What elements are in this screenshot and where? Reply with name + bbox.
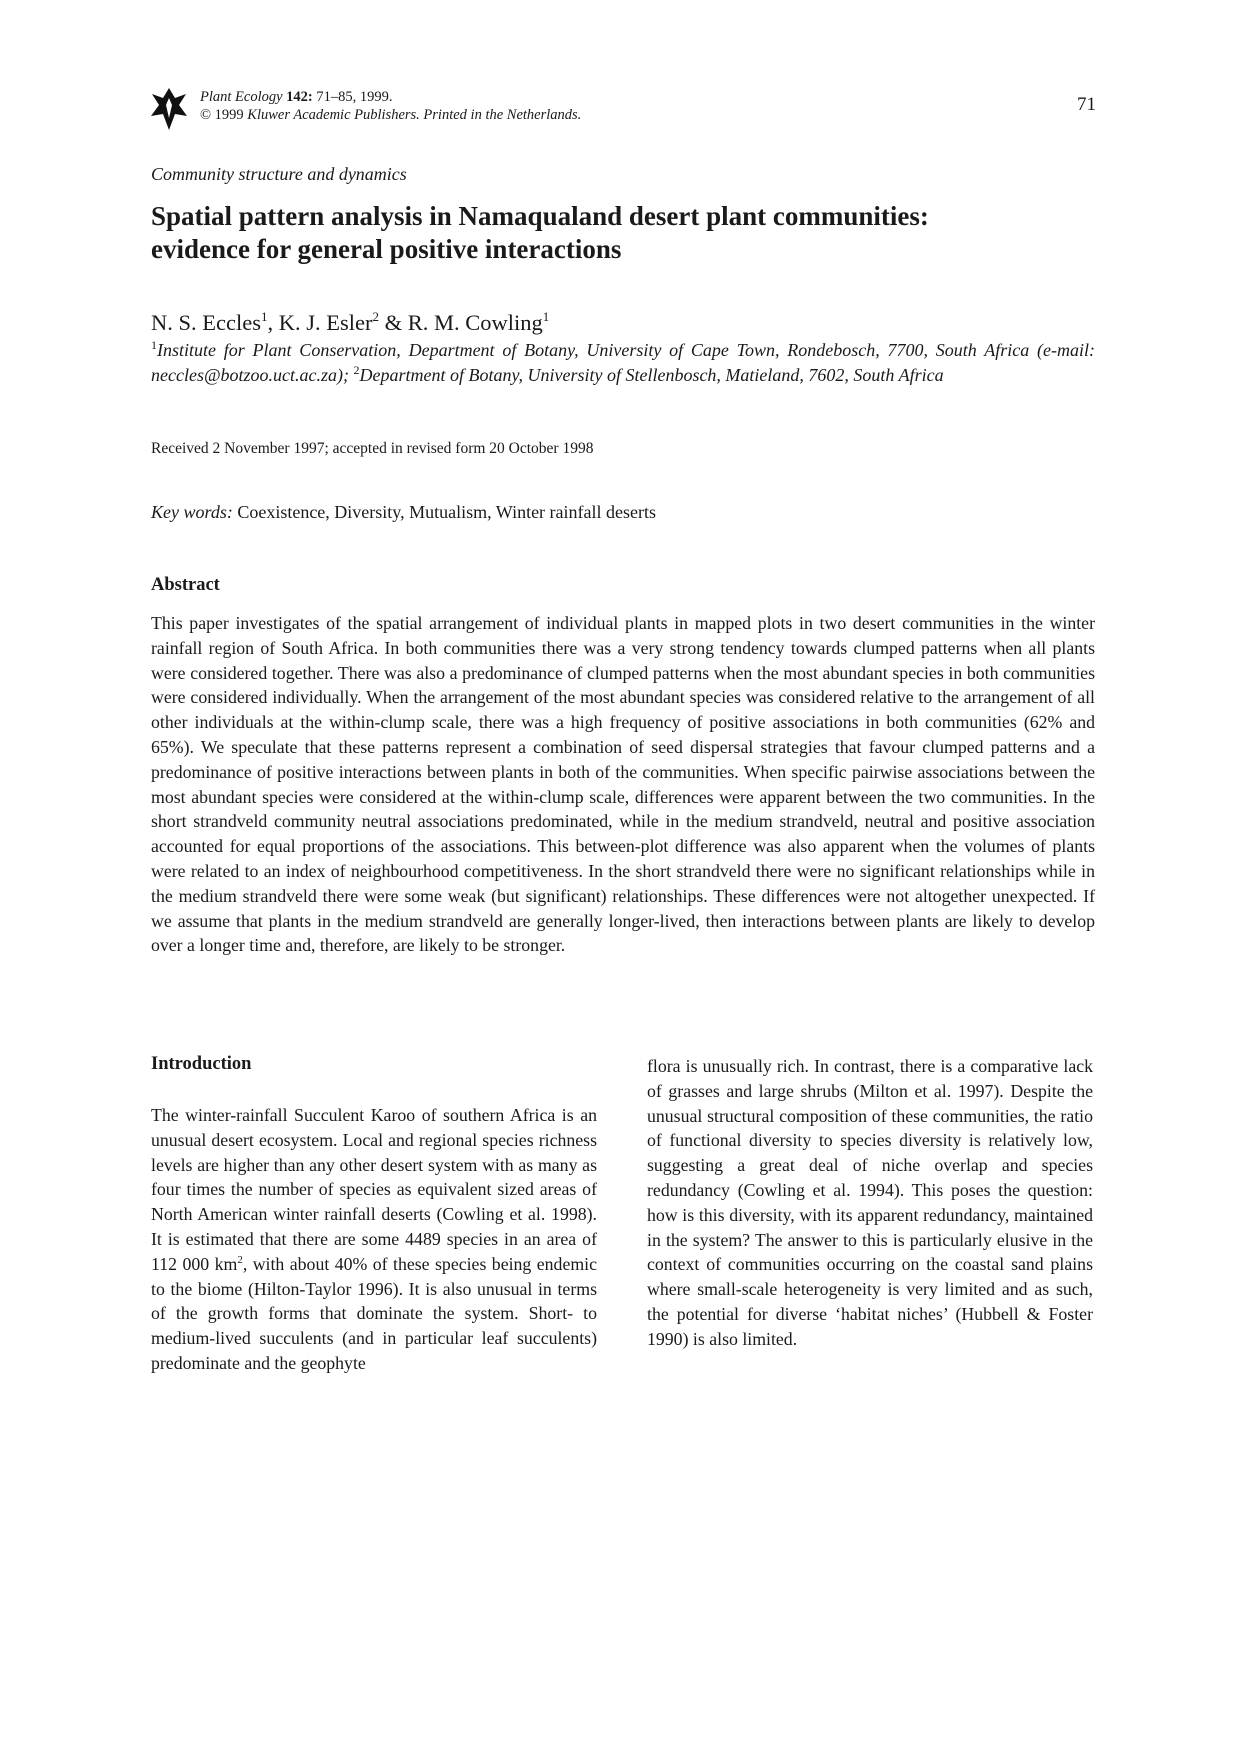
author-name: R. M. Cowling xyxy=(407,310,543,335)
journal-name: Plant Ecology xyxy=(200,89,283,105)
affiliation-mark: 1 xyxy=(151,338,157,352)
affiliation-text: Department of Botany, University of Stellenbosch, Matieland, 7602, South Africa xyxy=(359,365,944,385)
author-name: N. S. Eccles xyxy=(151,310,261,335)
introduction-heading: Introduction xyxy=(151,1054,252,1074)
author-name: K. J. Esler xyxy=(278,310,373,335)
publisher-name: Kluwer Academic Publishers. xyxy=(247,107,420,123)
copyright-year: 1999 xyxy=(214,107,244,123)
title-line-2: evidence for general positive interactions xyxy=(151,234,622,264)
keywords xyxy=(151,502,656,523)
article-title xyxy=(151,200,1091,266)
intro-text: The winter-rainfall Succulent Karoo of southern Africa is an unusual desert ecosystem. Local and regional species richness levels are higher than any other desert system with as many as four times the number of species as equivalent sized areas of North American winter rainfall deserts (Cowling et al. 1998). It is estimated that there are some 4489 species in an area of 112 000 km xyxy=(151,1105,597,1274)
page-number: 71 xyxy=(1077,94,1096,115)
journal-volume: 142: xyxy=(286,89,313,105)
keywords-values: Coexistence, Diversity, Mutualism, Winter rainfall deserts xyxy=(232,502,657,522)
section-label: Community structure and dynamics xyxy=(151,164,407,184)
affiliation-mark: 2 xyxy=(353,363,360,377)
affiliation-mark: 2 xyxy=(372,309,379,324)
author-separator: & xyxy=(378,310,408,335)
author-separator: , xyxy=(267,310,279,335)
kluwer-logo-icon xyxy=(150,86,188,132)
abstract-text: This paper investigates of the spatial arrangement of individual plants in mapped plots in two desert communities in the winter rainfall region of South Africa. In both communities there was a very strong tendency towards clumped patterns when all plants were considered together. There was also a predominance of clumped patterns when the most abundant species in both communities were considered individually. When the arrangement of the most abundant species was considered relative to the arrangement of all other individuals at the within-clump scale, there was a high frequency of positive associations in both communities (62% and 65%). We speculate that these patterns represent a combination of seed dispersal strategies that favour clumped patterns and a predominance of positive interactions between plants in both of the communities. When specific pairwise associations between the most abundant species were considered at the within-clump scale, differences were apparent between the two communities. In the short strandveld community neutral associations predominated, while in the medium strandveld, neutral and positive association accounted for equal proportions of the associations. This between-plot difference was also apparent when the volumes of plants were related to an index of neighbourhood competitiveness. In the short strandveld there were no significant relationships while in the medium strandveld there were some weak (but significant) relationships. These differences were not altogether unexpected. If we assume that plants in the medium strandveld are generally longer-lived, then interactions between plants are likely to develop over a longer time and, therefore, are likely to be stronger. xyxy=(151,613,1095,956)
affiliation-mark: 1 xyxy=(542,309,550,324)
superscript: 2 xyxy=(237,1253,243,1266)
copyright-symbol: © xyxy=(200,107,212,123)
intro-text: , with about 40% of these species being endemic to the biome (Hilton-Taylor 1996). It is also unusual in terms of the growth forms that dominate the system. Short- to medium-lived succulents (and in particular leaf succulents) predominate and the geophyte xyxy=(151,1253,597,1373)
printed-note: Printed in the Netherlands. xyxy=(423,107,582,123)
introduction-column-left xyxy=(151,1103,597,1376)
title-line-1: Spatial pattern analysis in Namaqualand desert plant communities: xyxy=(151,201,929,231)
journal-citation xyxy=(200,88,581,124)
journal-pages-year: 71–85, 1999. xyxy=(316,89,393,105)
author-affiliations xyxy=(151,338,1095,388)
affiliation-text: Institute for Plant Conservation, Department of Botany, University of Cape Town, Rondebosch, 7700, South Africa (e-mail: neccles@botzoo.uct.ac.za); xyxy=(151,340,1095,385)
abstract-heading: Abstract xyxy=(151,575,220,595)
received-dates: Received 2 November 1997; accepted in revised form 20 October 1998 xyxy=(151,440,594,457)
affiliation-mark: 1 xyxy=(260,309,268,324)
keywords-label: Key words: xyxy=(151,502,233,522)
introduction-column-right: flora is unusually rich. In contrast, there is a comparative lack of grasses and large shrubs (Milton et al. 1997). Despite the unusual structural composition of these communities, the ratio of functional diversity to species diversity is relatively low, suggesting a great deal of niche overlap and species redundancy (Cowling et al. 1994). This poses the question: how is this diversity, with its apparent redundancy, maintained in the system? The answer to this is particularly elusive in the context of communities occurring on the coastal sand plains where small-scale heterogeneity is very limited and as such, the potential for diverse ‘habitat niches’ (Hubbell & Foster 1990) is also limited. xyxy=(647,1056,1093,1349)
author-list xyxy=(151,310,549,336)
